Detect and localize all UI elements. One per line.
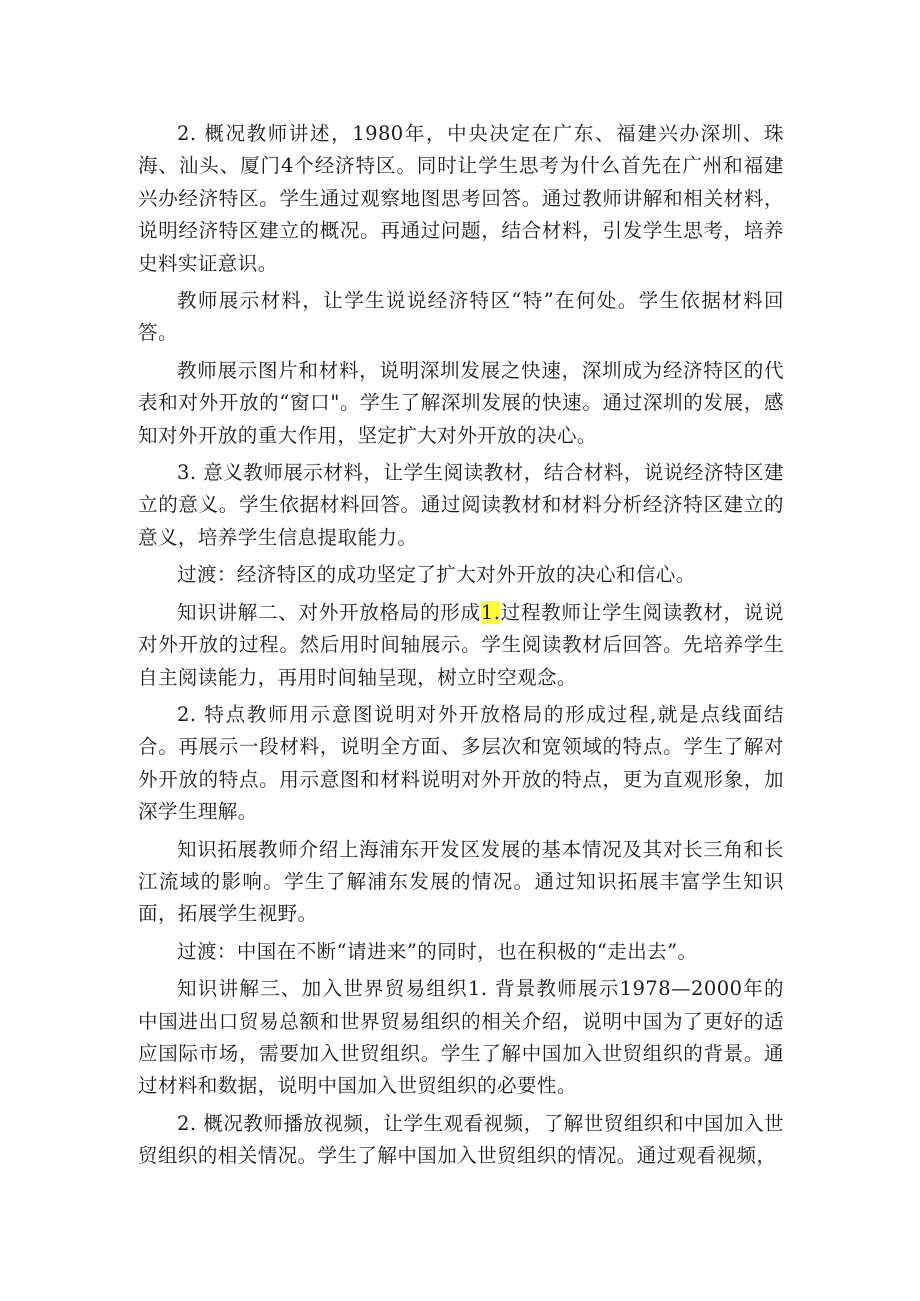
paragraph-wto-background: 知识讲解三、加入世界贸易组织1. 背景教师展示1978—2000年的中国进出口贸易总额和世界贸易组织的相关介绍，说明中国为了更好的适应国际市场，需要加入世贸组织。学生了解中国加入世贸组织的背景。通过材料和数据，说明中国加入世贸组织的必要性。 [138, 977, 784, 1098]
paragraph-sez-overview: 2. 概况教师讲述，1980年，中央决定在广东、福建兴办深圳、珠海、汕头、厦门4个经济特区。同时让学生思考为什么首先在广州和福建兴办经济特区。学生通过观察地图思考回答。通过教师讲解和相关材料，说明经济特区建立的概况。再通过问题，结合材料，引发学生思考，培养史料实证意识。 [138, 122, 784, 275]
paragraph-transition-2: 过渡：中国在不断“请进来”的同时，也在积极的“走出去”。 [177, 939, 698, 963]
paragraph-opening-pattern [138, 597, 784, 694]
paragraph-opening-pattern-lead: 知识讲解二、对外开放格局的形成 [177, 600, 481, 624]
paragraph-sez-special: 教师展示材料，让学生说说经济特区“特”在何处。学生依据材料回答。 [138, 289, 784, 345]
paragraph-pudong-extension: 知识拓展教师介绍上海浦东开发区发展的基本情况及其对长三角和长江流域的影响。学生了解浦东发展的情况。通过知识拓展丰富学生知识面，拓展学生视野。 [138, 837, 784, 926]
paragraph-wto-overview: 2. 概况教师播放视频，让学生观看视频，了解世贸组织和中国加入世贸组织的相关情况。学生了解中国加入世贸组织的情况。通过观看视频， [138, 1111, 784, 1168]
paragraph-opening-pattern-rest: 过程教师让学生阅读教材，说说对外开放的过程。然后用时间轴展示。学生阅读教材后回答。先培养学生自主阅读能力，再用时间轴呈现，树立时空观念。 [138, 600, 784, 689]
paragraph-sez-significance: 3. 意义教师展示材料，让学生阅读教材，结合材料，说说经济特区建立的意义。学生依据材料回答。通过阅读教材和材料分析经济特区建立的意义，培养学生信息提取能力。 [138, 461, 784, 549]
paragraph-shenzhen-window: 教师展示图片和材料，说明深圳发展之快速，深圳成为经济特区的代表和对外开放的“窗口"。学生了解深圳发展的快速。通过深圳的发展，感知对外开放的重大作用，坚定扩大对外开放的决心。 [138, 358, 784, 447]
paragraph-opening-features: 2. 特点教师用示意图说明对外开放格局的形成过程,就是点线面结合。再展示一段材料，说明全方面、多层次和宽领域的特点。学生了解对外开放的特点。用示意图和材料说明对外开放的特点，更为直观形象，加深学生理解。 [138, 702, 784, 824]
highlighted-text: 1. [480, 600, 501, 624]
paragraph-transition-1: 过渡：经济特区的成功坚定了扩大对外开放的决心和信心。 [177, 563, 696, 587]
document-page [138, 118, 784, 1178]
